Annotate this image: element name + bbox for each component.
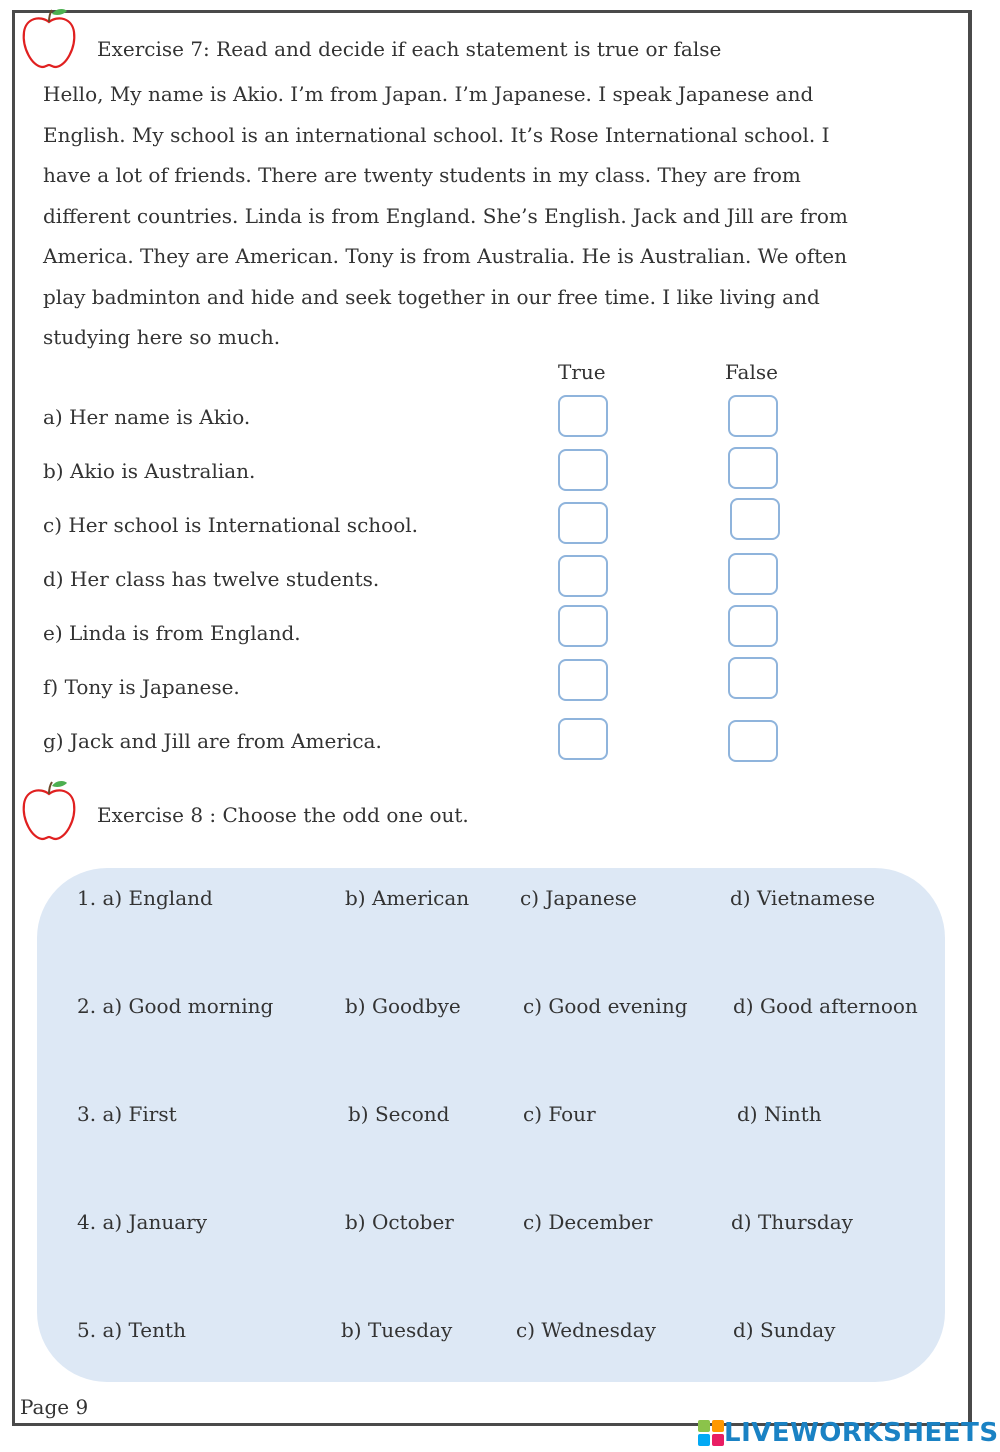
passage-line: studying here so much. [43,325,281,349]
false-box-d[interactable] [728,553,778,595]
q4-option-b[interactable]: b) October [345,1210,454,1234]
logo-text: LIVEWORKSHEETS [724,1418,999,1448]
statement-b: b) Akio is Australian. [43,459,256,483]
false-box-g[interactable] [728,720,778,762]
passage-line: different countries. Linda is from England. She’s English. Jack and Jill are from [43,203,848,228]
false-column-header: False [725,360,778,384]
statement-c: c) Her school is International school. [43,513,418,537]
q3-option-c[interactable]: c) Four [523,1102,596,1126]
q2-option-b[interactable]: b) Goodbye [345,994,461,1018]
reading-passage [43,74,943,358]
passage-line: Hello, My name is Akio. I’m from Japan. I’m Japanese. I speak Japanese and [43,82,814,106]
apple-icon [20,778,78,842]
q5-option-d[interactable]: d) Sunday [733,1318,836,1342]
true-column-header: True [558,360,606,384]
q3-option-a[interactable]: 3. a) First [77,1102,177,1126]
page-number: Page 9 [20,1395,89,1419]
liveworksheets-logo [698,1416,999,1450]
statement-e: e) Linda is from England. [43,621,301,645]
exercise8-title: Exercise 8 : Choose the odd one out. [97,803,469,827]
q1-option-d[interactable]: d) Vietnamese [730,886,876,910]
q1-option-b[interactable]: b) American [345,886,470,910]
q2-option-c[interactable]: c) Good evening [523,994,688,1018]
logo-blocks-icon [698,1420,724,1446]
q3-option-d[interactable]: d) Ninth [737,1102,822,1126]
false-box-e[interactable] [728,605,778,647]
q4-option-d[interactable]: d) Thursday [731,1210,853,1234]
passage-line: have a lot of friends. There are twenty students in my class. They are from [43,163,801,187]
true-box-e[interactable] [558,605,608,647]
true-box-a[interactable] [558,395,608,437]
q5-option-c[interactable]: c) Wednesday [516,1318,656,1342]
statement-a: a) Her name is Akio. [43,405,251,429]
passage-line: English. My school is an international school. It’s Rose International school. I [43,122,830,147]
true-box-c[interactable] [558,502,608,544]
apple-icon [20,6,78,70]
passage-line: play badminton and hide and seek together in our free time. I like living and [43,284,820,309]
q1-option-c[interactable]: c) Japanese [520,886,637,910]
q2-option-d[interactable]: d) Good afternoon [733,994,918,1018]
exercise7-title: Exercise 7: Read and decide if each statement is true or false [97,37,722,61]
q4-option-a[interactable]: 4. a) January [77,1210,208,1234]
statement-f: f) Tony is Japanese. [43,675,240,699]
q1-option-a[interactable]: 1. a) England [77,886,213,910]
false-box-b[interactable] [728,447,778,489]
true-box-d[interactable] [558,555,608,597]
true-box-g[interactable] [558,718,608,760]
statement-g: g) Jack and Jill are from America. [43,729,382,753]
false-box-c[interactable] [730,498,780,540]
q3-option-b[interactable]: b) Second [348,1102,450,1126]
passage-line: America. They are American. Tony is from Australia. He is Australian. We often [43,244,847,268]
q5-option-b[interactable]: b) Tuesday [341,1318,453,1342]
q5-option-a[interactable]: 5. a) Tenth [77,1318,186,1342]
false-box-a[interactable] [728,395,778,437]
true-box-b[interactable] [558,449,608,491]
false-box-f[interactable] [728,657,778,699]
q4-option-c[interactable]: c) December [523,1210,653,1234]
true-box-f[interactable] [558,659,608,701]
q2-option-a[interactable]: 2. a) Good morning [77,994,274,1018]
statement-d: d) Her class has twelve students. [43,567,380,591]
